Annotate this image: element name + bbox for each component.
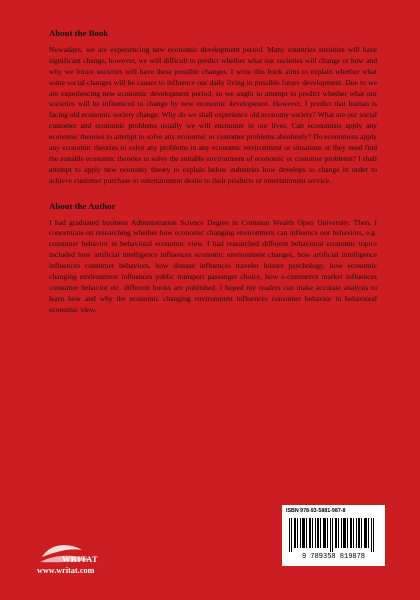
about-author-text: I had graduated business Administration Science Degree in Common Wealth Open University. Then, I concentrate on researching whether how economic changing environment can influence our behaviors, e.g. consumer behavior in behavioral economic view. I had researched different behavioral economic topics included how artificial intelligence influences economic environment changes, how artificial intelligence influences consumer behaviors, how disease influences traveler leisure psychology, how economic changing environment influences public transport passenger choice, how e-commerce market influences consumer behavior etc. different books are published. I hoped my readers can make accurate analysis to learn how and why the economic changing environment influences consumer behavior in behavioral economic view. [49,217,377,314]
publisher-name-label: WRITAT [62,554,98,564]
about-book-heading: About the Book [49,28,109,38]
about-author-heading: About the Author [49,200,116,211]
about-book-text: Nowadays, we are experiencing new economic development period. Many countries societies will have significant change, however, we will difficult to predict whether what our societies will change or how and why we future societies will have these possible changes. I write this book aims to explain whether what some social changes will be causes to influence our daily living in possible future development. Due to we are experiencing new economic development period, so we ought to attempt to predict whether what our societies will be influenced to change by new economic development. However, I predict that human is facing old economic society change. Why do we shall experience old economy society? What are our social customer and economic problems usually we will encounter in our lives. Can economists apply any economic theories to attempt to solve any economic or customer problems absolutely? Do economists apply any economic theories to solve any problems in any economic environment or situations or they need find the suitable economic theories to solve the suitable environment of economic or customer problems? I shall attempt to apply new economy theory to explain below industries how develops to change in order to achieve customer purchase or entertainment desire to their products or entertainment service. [49,44,377,185]
barcode-image [286,517,381,560]
cover-text-content [49,28,377,316]
isbn-barcode-box [282,505,385,566]
publisher-website: www.writat.com [37,566,95,575]
isbn-label: ISBN 978-93-5881-987-8 [286,508,346,514]
barcode-digits: 9 789358 819878 [301,553,366,561]
